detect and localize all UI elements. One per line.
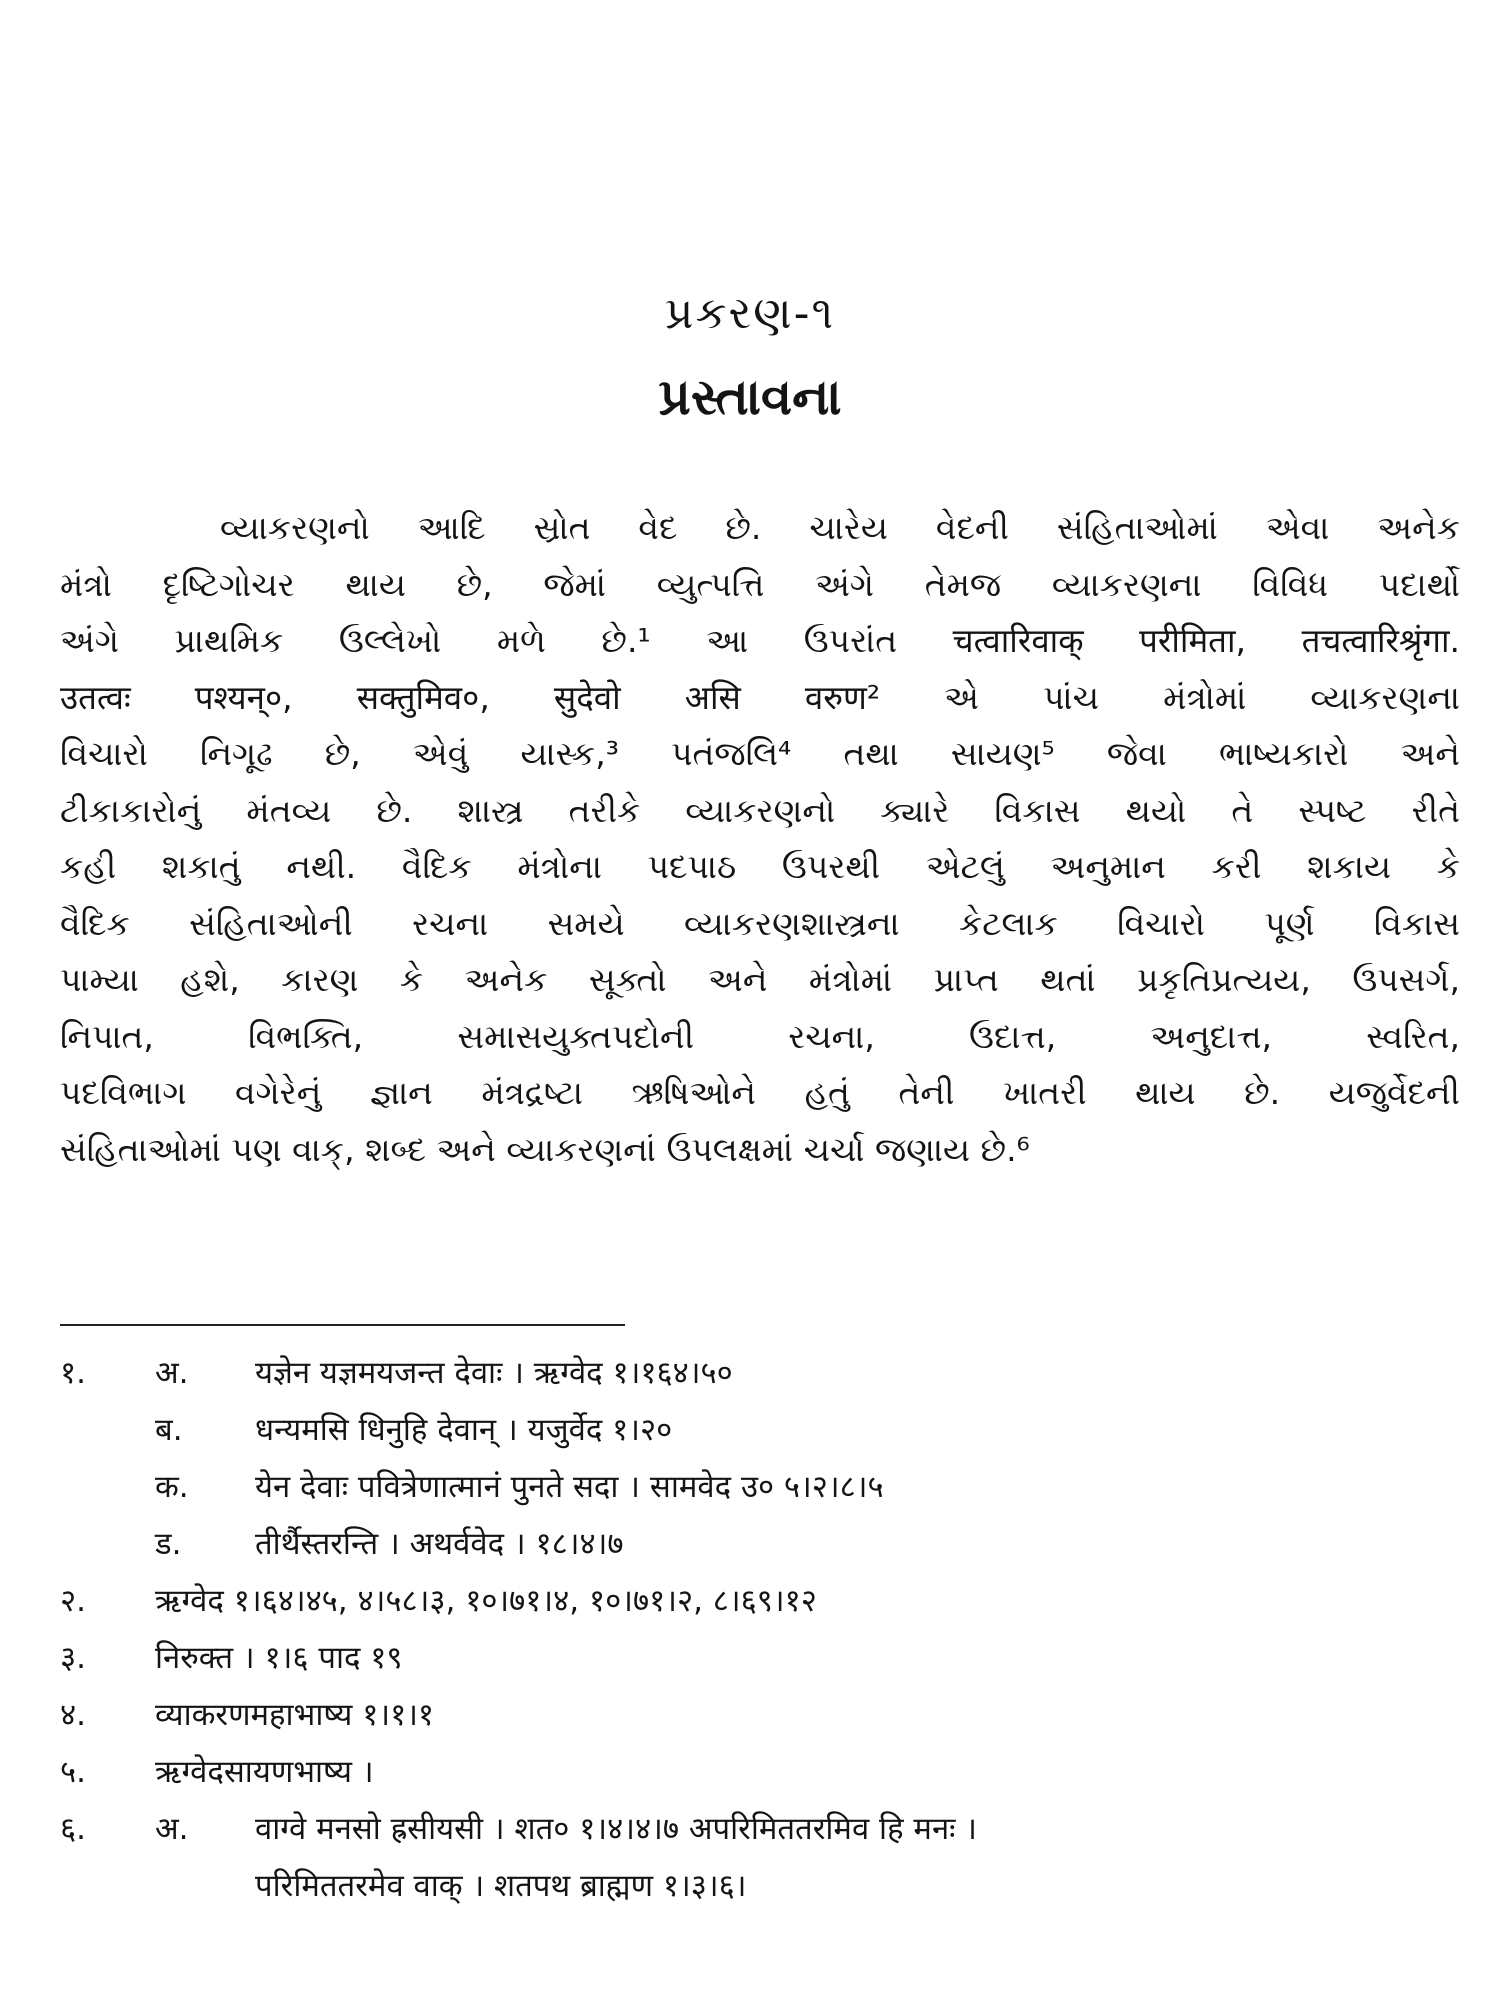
footnote-text: तीर्थैस्तरन्ति । अथर्ववेद । १८।४।७ xyxy=(255,1526,624,1562)
footnote-text: येन देवाः पवित्रेणात्मानं पुनते सदा । सामवेद उ० ५।२।८।५ xyxy=(255,1469,884,1505)
body-line: સંહિતાઓમાં પણ વાક્, શબ્દ અને વ્યાકરણનાં ઉપલક્ષમાં ચર્ચા જણાય છે.⁶ xyxy=(60,1129,1030,1169)
footnote-item xyxy=(60,1858,1460,1915)
body-line: અંગે પ્રાથમિક ઉલ્લેખો મળે છે.¹ આ ઉપરાંત चत्वारिवाक् परीमिता, तचत्वारिश्रृंगा. xyxy=(60,621,1460,660)
footnote-subletter: अ. xyxy=(155,1355,189,1391)
footnote-number: ६. xyxy=(60,1811,86,1847)
footnote-number: ५. xyxy=(60,1754,86,1790)
footnote-text: यज्ञेन यज्ञमयजन्त देवाः । ऋग्वेद १।१६४।५० xyxy=(255,1355,733,1391)
footnote-item xyxy=(60,1402,1460,1459)
chapter-title: પ્રસ્તાવના xyxy=(658,368,842,426)
footnote-number: ४. xyxy=(60,1697,86,1733)
body-line: પામ્યા હશે, કારણ કે અનેક સૂક્તો અને મંત્રોમાં પ્રાપ્ત થતાં પ્રકૃતિપ્રત્યય, ઉપસર્ગ, xyxy=(60,960,1460,999)
footnote-number: २. xyxy=(60,1583,86,1619)
footnote-item xyxy=(60,1345,1460,1402)
footnote-text: वाग्वे मनसो ह्रसीयसी । शत० १।४।४।७ अपरिमिततरमिव हि मनः । xyxy=(255,1811,978,1847)
footnote-item xyxy=(60,1573,1460,1630)
footnote-number: ३. xyxy=(60,1640,86,1676)
footnote-item xyxy=(60,1801,1460,1858)
footnote-subletter: अ. xyxy=(155,1811,189,1847)
footnote-subletter: ब. xyxy=(155,1412,183,1448)
body-line: પદવિભાગ વગેરેનું જ્ઞાન મંત્રદ્રષ્ટા ઋષિઓને હતું તેની ખાતરી થાય છે. યજુર્વેદની xyxy=(60,1073,1460,1112)
footnote-item xyxy=(60,1630,1460,1687)
body-line: કહી શકાતું નથી. વૈદિક મંત્રોના પદપાઠ ઉપરથી એટલું અનુમાન કરી શકાય કે xyxy=(60,847,1460,886)
footnote-text: परिमिततरमेव वाक् । शतपथ ब्राह्मण १।३।६। xyxy=(255,1868,747,1904)
body-line: મંત્રો દૃષ્ટિગોચર થાય છે, જેમાં વ્યુત્પત્તિ અંગે તેમજ વ્યાકરણના વિવિધ પદાર્થો xyxy=(60,564,1460,604)
footnote-number: १. xyxy=(60,1355,86,1391)
body-line: નિપાત, વિભક્તિ, સમાસયુક્તપદોની રચના, ઉદાત્ત, અનુદાત્ત, સ્વરિત, xyxy=(60,1016,1460,1056)
body-line: વિચારો નિગૂઢ છે, એવું યાસ્ક,³ પતંજલિ⁴ તથા સાયણ⁵ જેવા ભાષ્યકારો અને xyxy=(60,734,1460,773)
footnote-subletter: ड. xyxy=(155,1526,182,1562)
body-line: उतत्वः पश्यन्०, सक्तुमिव०, सुदेवो असि वरुण² એ પાંચ મંત્રોમાં વ્યાકરણના xyxy=(60,677,1460,717)
footnote-item xyxy=(60,1687,1460,1744)
footnotes xyxy=(60,1345,1460,1915)
body-line: વ્યાકરણનો આદિ સ્રોત વેદ છે. ચારેય વેદની સંહિતાઓમાં એવા અનેક xyxy=(220,508,1460,547)
footnote-item xyxy=(60,1744,1460,1801)
footnote-subletter: क. xyxy=(155,1469,189,1505)
footnote-text: निरुक्त । १।६ पाद १९ xyxy=(155,1640,403,1676)
footnote-divider xyxy=(60,1324,625,1326)
chapter-label: પ્રકરણ-૧ xyxy=(664,288,836,339)
body-line: વૈદિક સંહિતાઓની રચના સમયે વ્યાકરણશાસ્ત્રના કેટલાક વિચારો પૂર્ણ વિકાસ xyxy=(60,903,1460,943)
footnote-item xyxy=(60,1516,1460,1573)
footnote-text: ऋग्वेद १।६४।४५, ४।५८।३, १०।७१।४, १०।७१।२, ८।६९।१२ xyxy=(155,1583,817,1619)
body-paragraph xyxy=(60,500,1460,1178)
footnote-text: व्याकरणमहाभाष्य १।१।१ xyxy=(155,1697,435,1733)
footnote-item xyxy=(60,1459,1460,1516)
footnote-text: ऋग्वेदसायणभाष्य । xyxy=(155,1754,374,1790)
body-line: ટીકાકારોનું મંતવ્ય છે. શાસ્ત્ર તરીકે વ્યાકરણનો ક્યારે વિકાસ થયો તે સ્પષ્ટ રીતે xyxy=(60,790,1460,830)
footnote-text: धन्यमसि धिनुहि देवान् । यजुर्वेद १।२० xyxy=(255,1412,673,1448)
